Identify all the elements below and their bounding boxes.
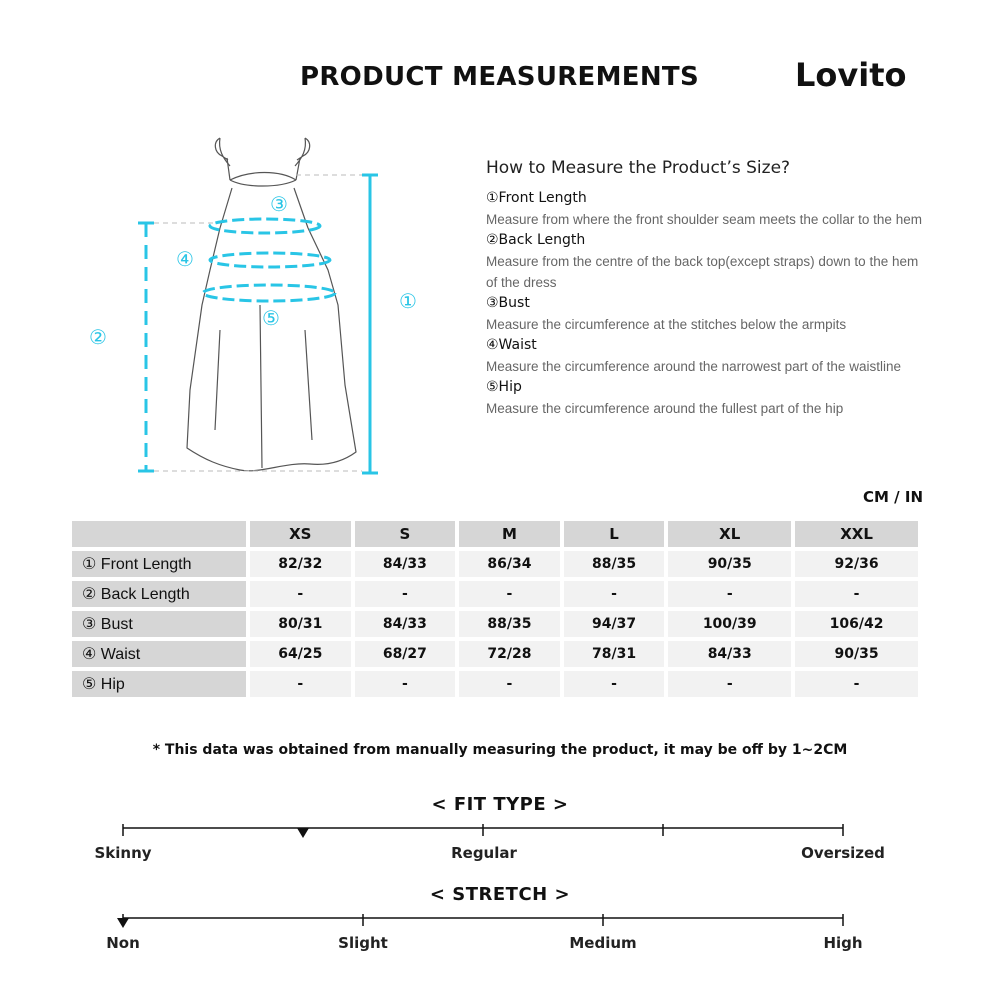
table-row <box>72 641 918 667</box>
table-cell: 84/33 <box>668 641 791 667</box>
measurement-note: * This data was obtained from manually measuring the product, it may be off by 1~2CM <box>152 742 848 758</box>
stretch-title: < STRETCH > <box>429 884 571 905</box>
row-label: ④ Waist <box>72 641 246 667</box>
stretch-label-medium: Medium <box>569 934 637 952</box>
table-cell: 84/33 <box>355 551 456 577</box>
fit-label-regular: Regular <box>451 844 517 862</box>
guide-label-bust: ③Bust <box>486 295 530 311</box>
guide-desc-bust: Measure the circumference at the stitches below the armpits <box>486 317 847 332</box>
fit-level-marker <box>297 828 309 838</box>
table-cell: 64/25 <box>250 641 351 667</box>
guide-title: How to Measure the Product’s Size? <box>486 158 791 178</box>
waist-ellipse <box>210 253 330 267</box>
marker-back-length: ② <box>89 325 107 349</box>
table-cell: 94/37 <box>564 611 665 637</box>
stretch-level-marker <box>117 918 129 928</box>
table-cell: 84/33 <box>355 611 456 637</box>
table-cell: - <box>795 581 918 607</box>
dress-diagram <box>80 130 440 490</box>
column-header: L <box>564 521 665 547</box>
table-cell: - <box>459 581 560 607</box>
guide-label-hip: ⑤Hip <box>486 379 522 395</box>
row-label: ② Back Length <box>72 581 246 607</box>
brand-logo: Lovito <box>795 56 907 94</box>
guide-desc-waist: Measure the circumference around the narrowest part of the waistline <box>486 359 901 374</box>
table-cell: - <box>250 581 351 607</box>
table-row <box>72 581 918 607</box>
row-label: ③ Bust <box>72 611 246 637</box>
table-cell: 90/35 <box>668 551 791 577</box>
column-header: S <box>355 521 456 547</box>
stretch-label-high: High <box>823 934 863 952</box>
table-cell: 106/42 <box>795 611 918 637</box>
table-row <box>72 671 918 697</box>
column-header: XS <box>250 521 351 547</box>
guide-label-waist: ④Waist <box>486 337 537 353</box>
fit-label-skinny: Skinny <box>94 844 152 862</box>
table-cell: 68/27 <box>355 641 456 667</box>
table-corner <box>72 521 246 547</box>
table-cell: 86/34 <box>459 551 560 577</box>
table-cell: - <box>459 671 560 697</box>
guide-desc-front-length: Measure from where the front shoulder seam meets the collar to the hem <box>486 212 922 227</box>
table-cell: 100/39 <box>668 611 791 637</box>
row-label: ① Front Length <box>72 551 246 577</box>
table-cell: - <box>250 671 351 697</box>
stretch-label-slight: Slight <box>338 934 388 952</box>
column-header: M <box>459 521 560 547</box>
fit-label-oversized: Oversized <box>801 844 885 862</box>
marker-front-length: ① <box>399 289 417 313</box>
table-cell: - <box>355 671 456 697</box>
guide-list <box>486 188 926 419</box>
table-cell: 88/35 <box>459 611 560 637</box>
page-title: PRODUCT MEASUREMENTS <box>300 62 699 92</box>
table-cell: 80/31 <box>250 611 351 637</box>
guide-label-front-length: ①Front Length <box>486 190 587 206</box>
marker-bust: ③ <box>270 192 288 216</box>
table-cell: 82/32 <box>250 551 351 577</box>
column-header: XL <box>668 521 791 547</box>
table-cell: - <box>668 581 791 607</box>
table-cell: - <box>668 671 791 697</box>
dress-outline <box>187 138 356 471</box>
size-table <box>68 517 922 701</box>
measure-lines <box>138 175 378 473</box>
column-header: XXL <box>795 521 918 547</box>
table-cell: - <box>355 581 456 607</box>
table-cell: 72/28 <box>459 641 560 667</box>
marker-waist: ④ <box>176 247 194 271</box>
table-cell: 90/35 <box>795 641 918 667</box>
fit-type-title: < FIT TYPE > <box>431 794 569 815</box>
table-header-row <box>72 521 918 547</box>
table-row <box>72 611 918 637</box>
table-cell: - <box>795 671 918 697</box>
guide-desc-hip: Measure the circumference around the fullest part of the hip <box>486 401 844 416</box>
row-label: ⑤ Hip <box>72 671 246 697</box>
table-cell: - <box>564 581 665 607</box>
stretch-label-non: Non <box>106 934 140 952</box>
table-row <box>72 551 918 577</box>
table-cell: 88/35 <box>564 551 665 577</box>
guide-label-back-length: ②Back Length <box>486 232 586 248</box>
units-label: CM / IN <box>863 488 923 506</box>
guide-desc-back-length: Measure from the centre of the back top(except straps) down to the hem of the dress <box>486 254 919 290</box>
table-cell: - <box>564 671 665 697</box>
table-cell: 92/36 <box>795 551 918 577</box>
bust-ellipse <box>210 219 320 233</box>
marker-hip: ⑤ <box>262 306 280 330</box>
hip-ellipse <box>203 285 335 301</box>
table-cell: 78/31 <box>564 641 665 667</box>
